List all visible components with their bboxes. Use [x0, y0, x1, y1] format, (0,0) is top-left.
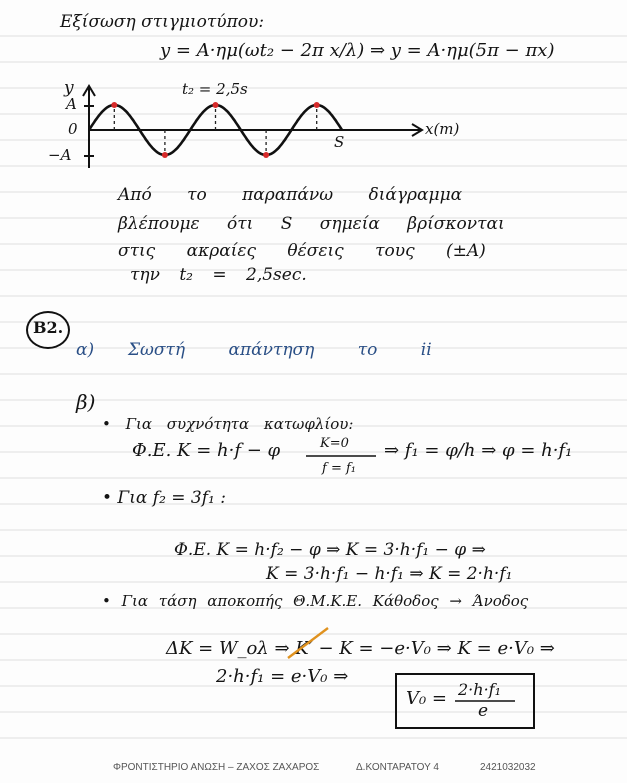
- tick-label-0: 0: [68, 120, 78, 138]
- result-denominator: e: [478, 701, 489, 721]
- footer-address: Δ.ΚΟΝΤΑΡΑΤΟΥ 4: [356, 762, 439, 773]
- bullet-1-text: • Για συχνότητα κατωφλίου:: [102, 415, 354, 433]
- footer-phone: 2421032032: [480, 762, 536, 773]
- y-axis-label: y: [64, 78, 74, 98]
- wave-end-label: S: [334, 133, 345, 151]
- t2-label: t₂ = 2,5s: [182, 80, 248, 98]
- result-numerator: 2·h·f₁: [458, 680, 501, 699]
- equation-main: y = A·ημ(ωt₂ − 2π x/λ) ⇒ y = A·ημ(5π − πx): [160, 40, 555, 61]
- tick-label-minusA: −A: [48, 146, 72, 164]
- bullet-2-text: • Για f₂ = 3f₁ :: [102, 488, 226, 508]
- bullet-1-equation-left: Φ.Ε. K = h·f − φ: [132, 440, 281, 461]
- footer-school: ΦΡΟΝΤΙΣΤΗΡΙΟ ΑΝΩΣΗ – ΖΑΧΟΣ ΖΑΧΑΡΟΣ: [113, 762, 320, 773]
- bullet-3-equation-2: 2·h·f₁ = e·V₀ ⇒: [216, 666, 349, 687]
- section-b2-label: B2.: [33, 318, 64, 337]
- paragraph-line-2: βλέπουμε ότι S σημεία βρίσκονται: [118, 214, 505, 234]
- bullet-1-equation-right: ⇒ f₁ = φ/h ⇒ φ = h·f₁: [384, 440, 573, 461]
- bullet-3-equation-1: ΔK = W_ολ ⇒ K′ − K = −e·V₀ ⇒ K = e·V₀ ⇒: [166, 638, 555, 659]
- part-a-answer: Σωστή απάντηση το ii: [128, 340, 432, 360]
- equation-heading: Εξίσωση στιγμιοτύπου:: [60, 12, 265, 32]
- bullet-1-condition-top: K=0: [320, 436, 349, 451]
- bullet-3-text: • Για τάση αποκοπής Θ.Μ.Κ.Ε. Κάθοδος → Άνοδος: [102, 592, 529, 610]
- result-lhs: V₀ =: [406, 688, 448, 709]
- part-a-label: α): [76, 340, 95, 360]
- bullet-2-equation-2: K = 3·h·f₁ − h·f₁ ⇒ K = 2·h·f₁: [266, 564, 513, 584]
- paragraph-line-4: την t₂ = 2,5sec.: [130, 265, 307, 285]
- paragraph-line-3: στις ακραίες θέσεις τους (±A): [118, 241, 486, 261]
- part-b-label: β): [76, 390, 96, 414]
- x-axis-label: x(m): [425, 120, 460, 138]
- paragraph-line-1: Από το παραπάνω διάγραμμα: [118, 185, 463, 205]
- bullet-2-equation-1: Φ.Ε. K = h·f₂ − φ ⇒ K = 3·h·f₁ − φ ⇒: [174, 540, 486, 560]
- bullet-1-condition-bottom: f = f₁: [322, 461, 356, 476]
- tick-label-A: A: [66, 95, 77, 113]
